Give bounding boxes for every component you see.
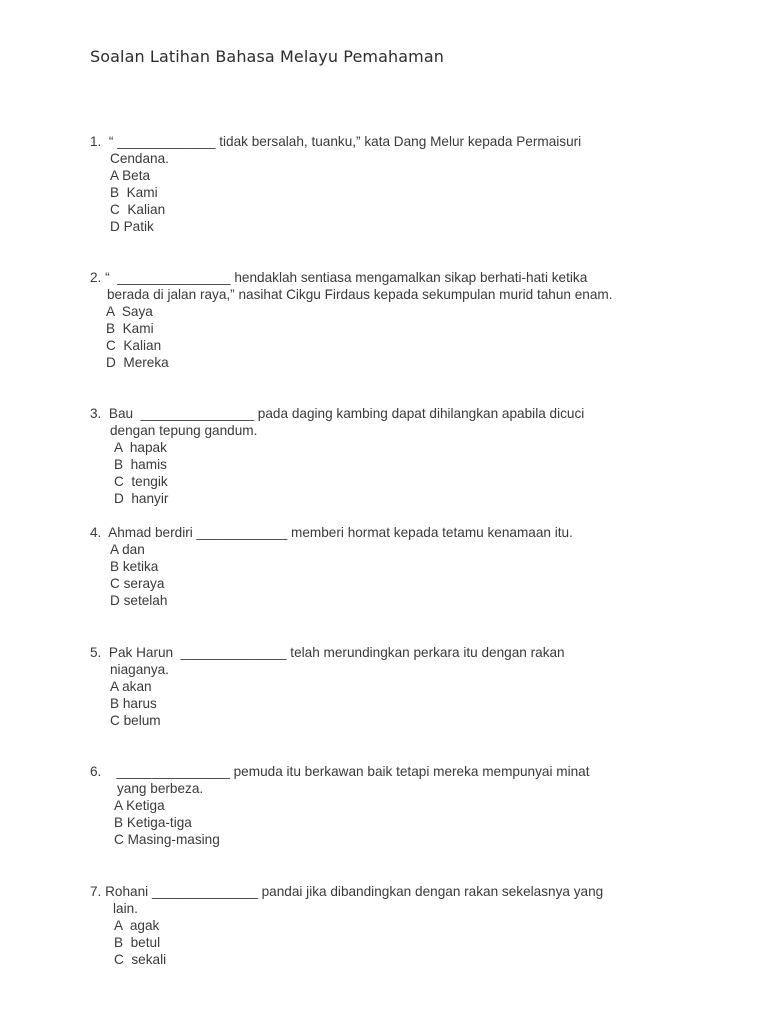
option-d: D Mereka <box>106 355 169 370</box>
question-text: 3. Bau _______________ pada daging kambing dapat dihilangkan apabila dicuci <box>90 406 585 421</box>
question-text: 7. Rohani ______________ pandai jika dibandingkan dengan rakan sekelasnya yang <box>90 884 604 899</box>
option-a: A Beta <box>110 168 151 183</box>
option-c: C belum <box>110 713 161 728</box>
option-d: D Patik <box>110 219 154 234</box>
option-a: A hapak <box>114 440 167 455</box>
question-text: Cendana. <box>110 151 169 166</box>
question-text: lain. <box>113 901 138 916</box>
option-c: C Kalian <box>110 202 166 217</box>
question-text: 5. Pak Harun ______________ telah merundingkan perkara itu dengan rakan <box>90 645 565 660</box>
question-text: dengan tepung gandum. <box>110 423 258 438</box>
option-a: A Saya <box>106 304 153 319</box>
question-text: berada di jalan raya,” nasihat Cikgu Firdaus kepada sekumpulan murid tahun enam. <box>107 287 613 302</box>
option-a: A agak <box>114 918 160 933</box>
option-a: A akan <box>110 679 152 694</box>
option-c: C Kalian <box>106 338 162 353</box>
page-title: Soalan Latihan Bahasa Melayu Pemahaman <box>90 47 444 66</box>
option-b: B harus <box>110 696 157 711</box>
option-c: C seraya <box>110 576 165 591</box>
question-text: 1. “ _____________ tidak bersalah, tuanku,” kata Dang Melur kepada Permaisuri <box>90 134 582 149</box>
option-d: D setelah <box>110 593 168 608</box>
option-c: C Masing-masing <box>114 832 220 847</box>
option-b: B ketika <box>110 559 159 574</box>
question-text: yang berbeza. <box>117 781 204 796</box>
option-c: C sekali <box>114 952 167 967</box>
option-b: B Kami <box>106 321 154 336</box>
option-d: D hanyir <box>114 491 169 506</box>
question-text: 4. Ahmad berdiri ____________ memberi hormat kepada tetamu kenamaan itu. <box>90 525 573 540</box>
question-text: niaganya. <box>110 662 169 677</box>
question-text: 6. _______________ pemuda itu berkawan baik tetapi mereka mempunyai minat <box>90 764 590 779</box>
question-text: 2. “ _______________ hendaklah sentiasa mengamalkan sikap berhati-hati ketika <box>90 270 588 285</box>
option-b: B Kami <box>110 185 158 200</box>
option-b: B betul <box>114 935 161 950</box>
option-a: A dan <box>110 542 145 557</box>
option-c: C tengik <box>114 474 168 489</box>
option-b: B Ketiga-tiga <box>114 815 192 830</box>
option-a: A Ketiga <box>114 798 165 813</box>
option-b: B hamis <box>114 457 167 472</box>
